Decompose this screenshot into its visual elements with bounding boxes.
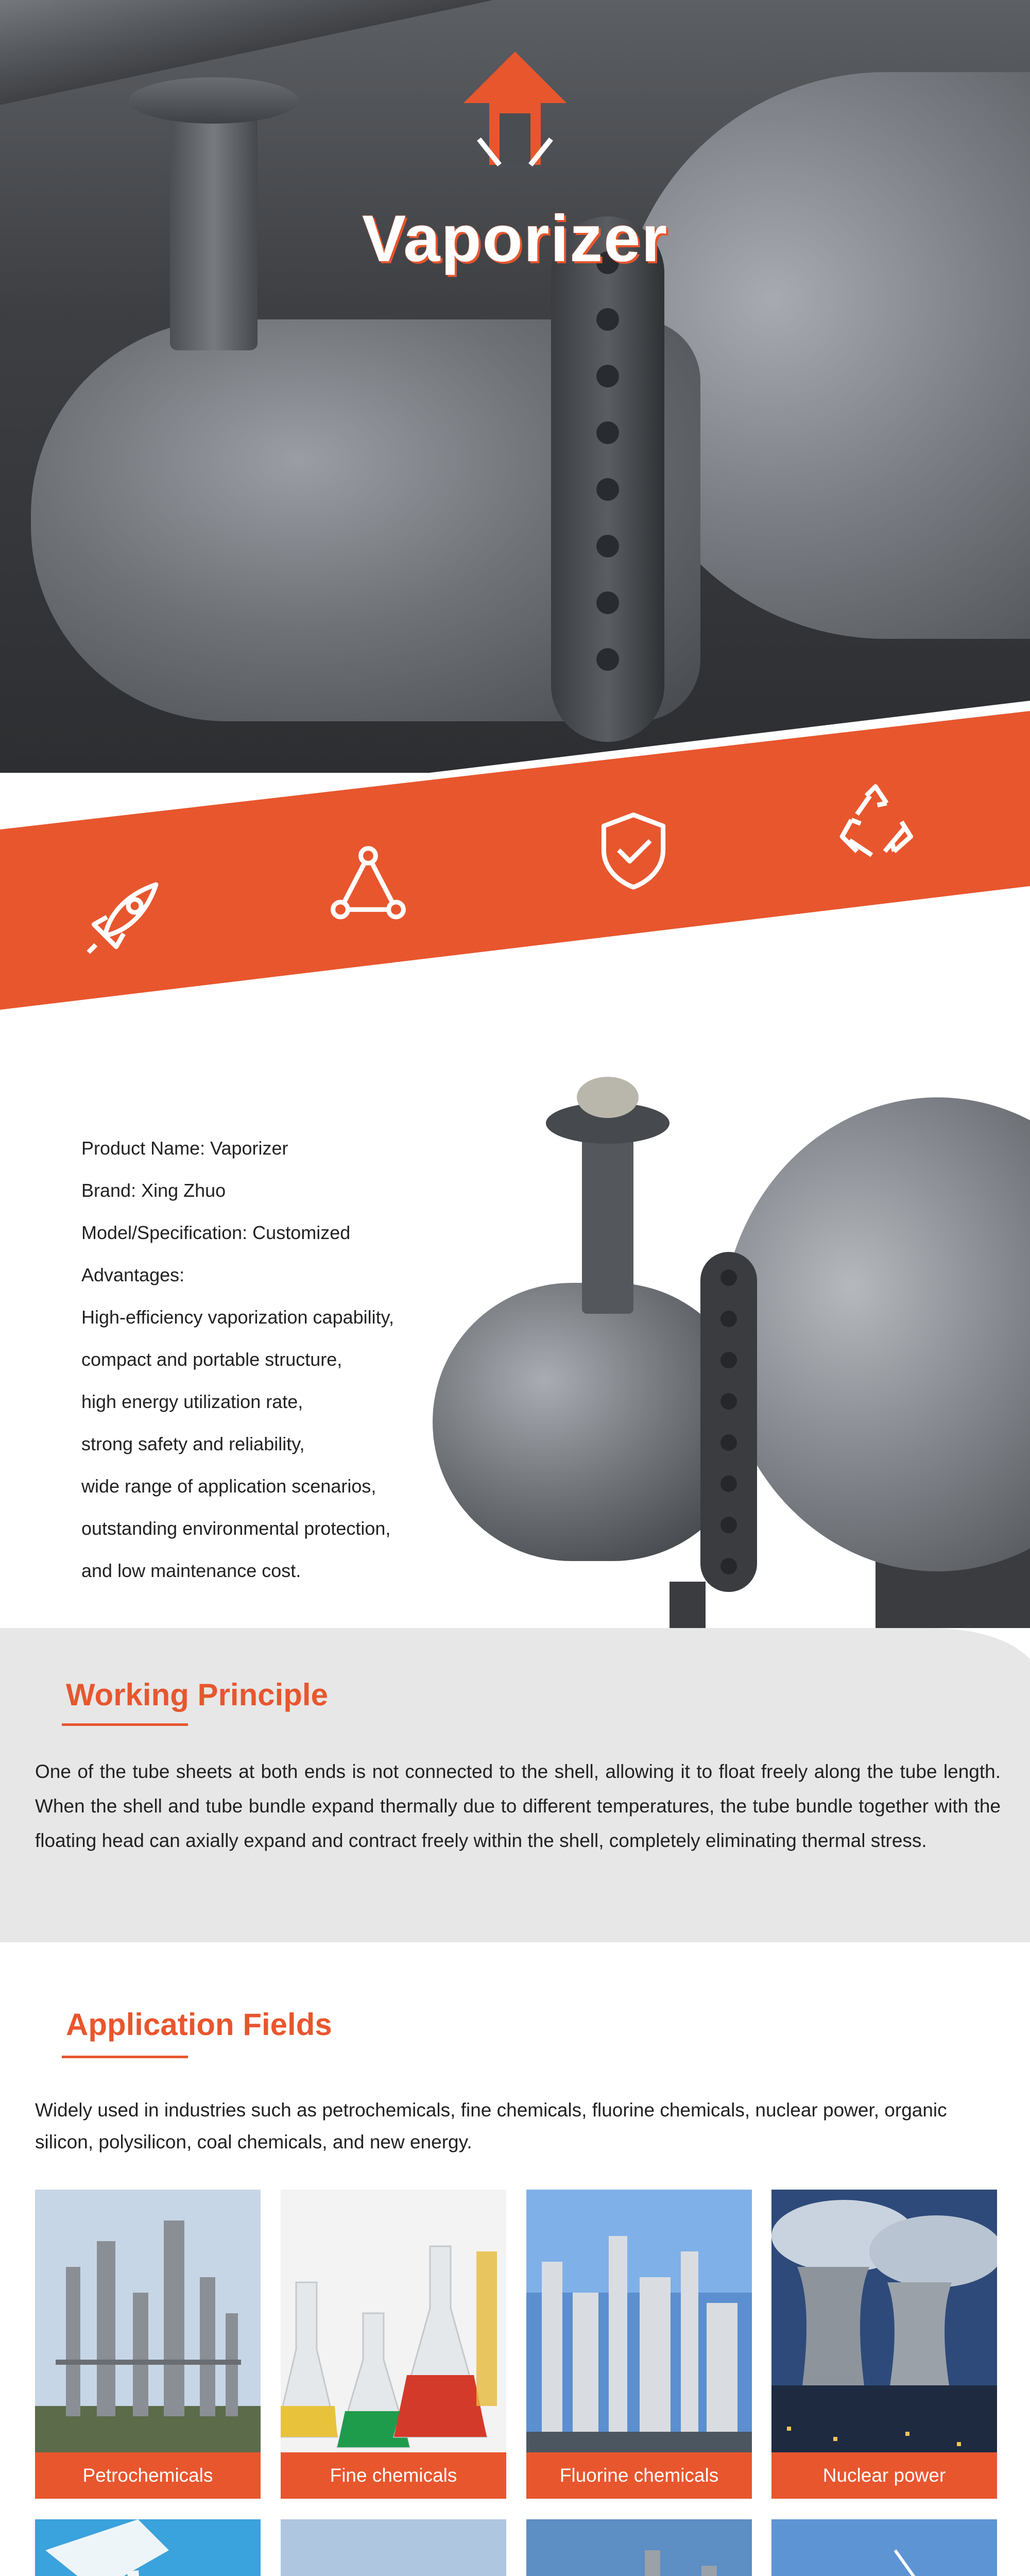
application-label: Fluorine chemicals <box>526 2452 752 2499</box>
application-card-organic-silicon <box>35 2519 261 2576</box>
triangle-nodes-icon <box>322 837 415 930</box>
application-card-fluorine-chemicals <box>526 2190 752 2499</box>
coal-chemicals-image <box>526 2519 752 2576</box>
application-card-fine-chemicals <box>281 2190 506 2499</box>
product-info <box>81 1127 442 1592</box>
application-intro: Widely used in industries such as petrochemicals, fine chemicals, fluorine chemicals, nuclear power, organic silicon, polysilicon, coal chemicals, and new energy. <box>35 2099 947 2153</box>
product-model: Model/Specification: Customized <box>81 1222 351 1243</box>
organic-silicon-image <box>35 2519 261 2576</box>
recycle-icon <box>829 775 922 868</box>
application-label: Petrochemicals <box>35 2452 261 2499</box>
new-energy-image <box>771 2519 997 2576</box>
application-label: Fine chemicals <box>281 2452 506 2499</box>
product-name: Product Name: Vaporizer <box>81 1138 288 1159</box>
application-card-polysilicon <box>281 2519 506 2576</box>
application-fields-title: Application Fields <box>66 2007 332 2042</box>
advantage-item: high energy utilization rate, <box>81 1391 303 1412</box>
advantage-item: strong safety and reliability, <box>81 1433 305 1454</box>
working-principle-title: Working Principle <box>66 1677 328 1712</box>
application-card-coal-chemicals <box>526 2519 752 2576</box>
advantage-item: and low maintenance cost. <box>81 1560 301 1581</box>
advantage-item: High-efficiency vaporization capability, <box>81 1307 394 1328</box>
application-card-nuclear-power <box>771 2190 997 2499</box>
title-underline <box>62 1723 188 1726</box>
application-card-petrochemicals <box>35 2190 261 2499</box>
product-brand: Brand: Xing Zhuo <box>81 1180 226 1201</box>
advantage-item: outstanding environmental protection, <box>81 1518 391 1539</box>
advantage-item: wide range of application scenarios, <box>81 1476 376 1497</box>
shield-check-icon <box>587 804 680 896</box>
application-label: Nuclear power <box>771 2452 997 2499</box>
working-principle-text: One of the tube sheets at both ends is not connected to the shell, allowing it to float freely along the tube length. When the shell and tube bundle expand thermally due to different temperatures, the tube bundle together with the floating head can axially expand and contract freely within the shell, completely eliminating thermal stress. <box>35 1761 1001 1851</box>
hero-banner <box>0 0 1030 773</box>
rocket-icon <box>77 871 170 963</box>
application-card-new-energy <box>771 2519 997 2576</box>
brand-logo <box>448 41 582 175</box>
title-underline <box>62 2056 188 2058</box>
section-curve <box>0 1628 1030 1669</box>
product-image <box>412 1066 1030 1628</box>
advantage-item: compact and portable structure, <box>81 1349 342 1370</box>
advantages-heading: Advantages: <box>81 1264 185 1285</box>
page-title: Vaporizer <box>362 202 668 276</box>
polysilicon-image <box>281 2519 506 2576</box>
